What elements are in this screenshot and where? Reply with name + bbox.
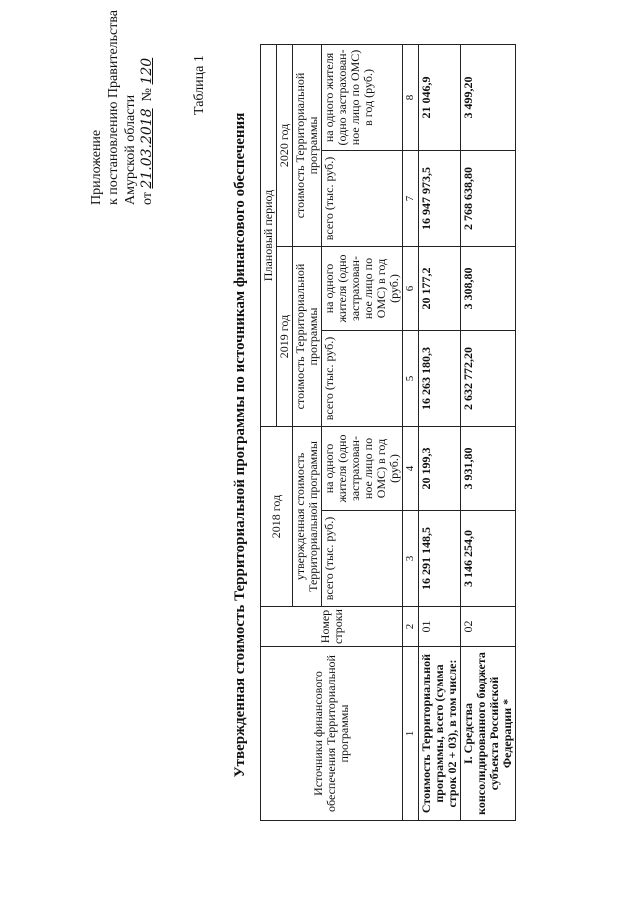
header-per-person-2018: на одного жителя (одно застрахован-ное лицо по ОМС) в год (руб.) (322, 426, 403, 510)
value-2018-per-person: 3 931,80 (461, 426, 516, 510)
value-2018-total: 16 291 148,5 (419, 511, 461, 607)
header-cost-2020: стоимость Территориальной программы (293, 44, 322, 246)
row-label: Стоимость Территориальной программы, всего (сумма строк 02 + 03), в том числе: (419, 647, 461, 821)
value-2018-total: 3 146 254,0 (461, 511, 516, 607)
table-row (461, 44, 516, 820)
number-prefix: № (140, 88, 155, 102)
value-2019-total: 2 632 772,20 (461, 330, 516, 426)
header-cost-2018: утвержденная стоимость Территориальной программы (293, 426, 322, 606)
document-title: Утвержденная стоимость Территориальной программы по источникам финансового обеспечения (232, 112, 248, 778)
header-total-2020: всего (тыс. руб.) (322, 150, 403, 246)
header-row-number: Номер строки (261, 607, 403, 647)
date-value: 21.03.2018 (139, 108, 155, 189)
header-per-person-2020: на одного жителя (одно застрахован-ное лицо по ОМС) в год (руб.) (322, 44, 403, 150)
value-2020-total: 16 947 973,5 (419, 150, 461, 246)
appendix-block (88, 5, 156, 205)
appendix-resolution: к постановлению Правительства (106, 9, 121, 205)
header-2020: 2020 год (277, 44, 293, 246)
table-label: Таблица 1 (192, 55, 207, 115)
column-number: 5 (403, 330, 419, 426)
header-total-2019: всего (тыс. руб.) (322, 330, 403, 426)
header-per-person-2019: на одного жителя (одно застрахован-ное лицо по ОМС) в год (руб.) (322, 246, 403, 330)
value-2018-per-person: 20 199,3 (419, 426, 461, 510)
header-total-2018: всего (тыс. руб.) (322, 511, 403, 607)
value-2020-per-person: 3 499,20 (461, 44, 516, 150)
column-number: 6 (403, 246, 419, 330)
financing-table (260, 44, 516, 821)
column-number: 3 (403, 511, 419, 607)
column-number: 8 (403, 44, 419, 150)
value-2019-total: 16 263 180,3 (419, 330, 461, 426)
column-number: 2 (403, 607, 419, 647)
column-number: 4 (403, 426, 419, 510)
value-2019-per-person: 20 177,2 (419, 246, 461, 330)
column-number: 1 (403, 647, 419, 821)
column-number: 7 (403, 150, 419, 246)
header-2019: 2019 год (277, 246, 293, 426)
appendix-region: Амурской области (123, 94, 138, 205)
header-cost-2019: стоимость Территориальной программы (293, 246, 322, 426)
header-planned-period: Плановый период (261, 44, 277, 426)
appendix-date-line (139, 5, 156, 205)
number-value: 120 (139, 57, 155, 85)
value-2020-per-person: 21 046,9 (419, 44, 461, 150)
row-label: I. Средства консолидированного бюджета субъекта Российской Федерации * (461, 647, 516, 821)
value-2020-total: 2 768 638,80 (461, 150, 516, 246)
row-number: 02 (461, 607, 516, 647)
row-number: 01 (419, 607, 461, 647)
appendix-title: Приложение (89, 129, 104, 205)
value-2019-per-person: 3 308,80 (461, 246, 516, 330)
header-2018: 2018 год (261, 426, 293, 606)
header-sources: Источники финансового обеспечения Территориальной программы (261, 647, 403, 821)
table-row (419, 44, 461, 820)
date-prefix: от (140, 192, 155, 205)
